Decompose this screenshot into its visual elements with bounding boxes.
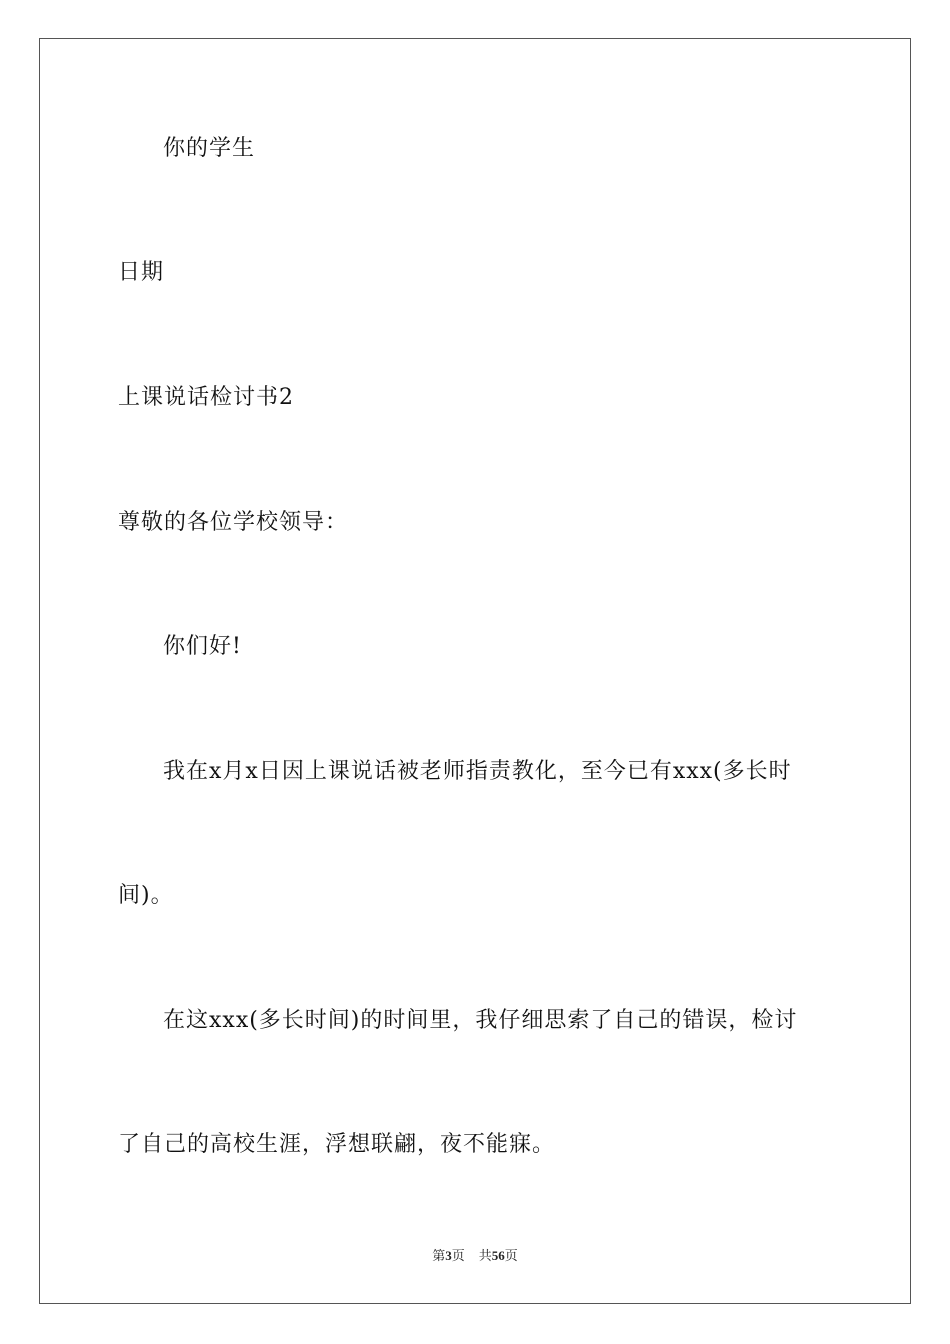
page-prefix: 第: [432, 1248, 446, 1263]
page-number: 3: [445, 1248, 452, 1263]
page-footer: [0, 1246, 950, 1266]
total-prefix: 共: [478, 1248, 492, 1263]
closing-date: 日期: [118, 260, 165, 285]
paragraph-2-line-2: 了自己的高校生涯，浮想联翩，夜不能寐。: [118, 1132, 556, 1157]
page-suffix: 页: [451, 1248, 465, 1263]
total-pages: 56: [491, 1248, 505, 1263]
paragraph-1-line-2: 间)。: [118, 883, 174, 908]
greeting: 你们好!: [163, 634, 242, 659]
total-suffix: 页: [504, 1248, 518, 1263]
closing-signature: 你的学生: [163, 136, 256, 161]
paragraph-1-line-1: 我在x月x日因上课说话被老师指责教化，至今已有xxx(多长时: [163, 759, 792, 784]
paragraph-2-line-1: 在这xxx(多长时间)的时间里，我仔细思索了自己的错误，检讨: [163, 1008, 798, 1033]
section-title: 上课说话检讨书2: [118, 385, 294, 410]
page-frame: [39, 38, 911, 1304]
salutation: 尊敬的各位学校领导：: [118, 510, 349, 535]
